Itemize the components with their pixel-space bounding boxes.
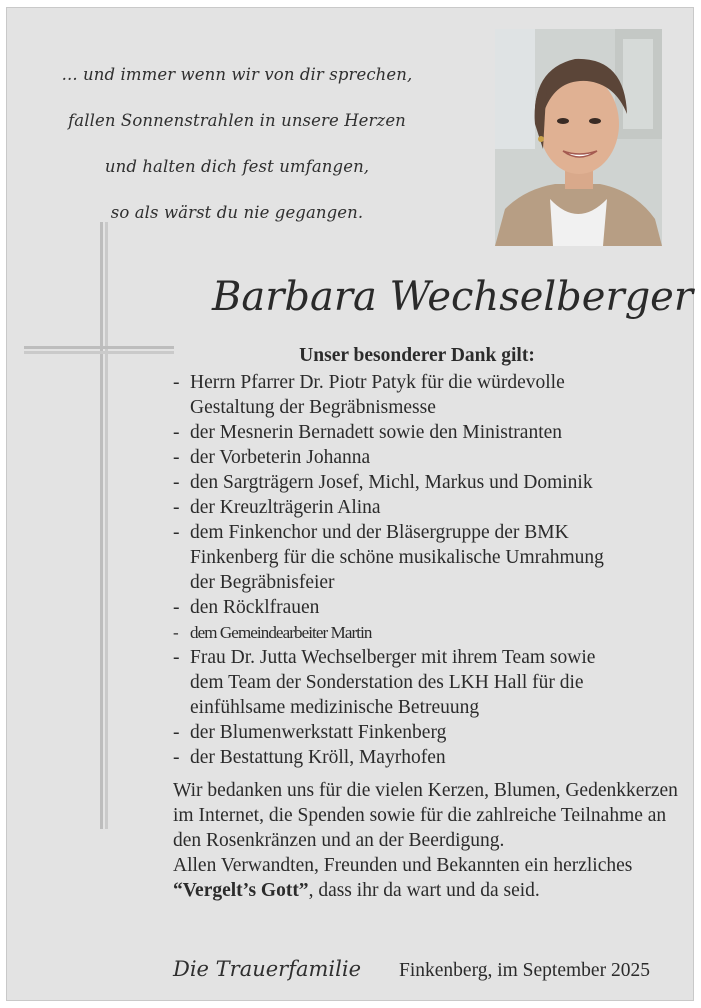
list-item — [173, 595, 683, 620]
cross-horizontal-line — [24, 351, 174, 354]
list-dash: - — [173, 522, 180, 543]
list-item — [173, 420, 683, 445]
poem — [37, 52, 437, 236]
thanks-heading: Unser besonderer Dank gilt: — [299, 345, 535, 366]
obituary-card — [6, 7, 694, 1001]
cross-vertical-line — [105, 222, 108, 829]
list-item — [173, 745, 683, 770]
closing-greeting — [173, 853, 688, 903]
cross-vertical-line — [100, 222, 103, 829]
poem-line: und halten dich fest umfangen, — [104, 157, 370, 176]
list-item — [173, 495, 683, 520]
list-dash: - — [173, 472, 180, 493]
list-dash: - — [173, 597, 180, 618]
list-item — [173, 520, 683, 595]
list-item-text: dem Finkenchor und der Bläsergruppe der BMK Finkenberg für die schöne musikalische Umrahmung der Begräbnisfeier — [190, 522, 604, 593]
list-item-text: der Blumenwerkstatt Finkenberg — [190, 722, 447, 743]
list-dash: - — [173, 372, 180, 393]
list-item-text: den Röcklfrauen — [190, 597, 320, 618]
list-item-text: Herrn Pfarrer Dr. Piotr Patyk für die würdevolle Gestaltung der Begräbnismesse — [190, 372, 565, 418]
poem-line: fallen Sonnenstrahlen in unsere Herzen — [68, 111, 406, 130]
list-item — [173, 620, 683, 645]
closing-paragraph: Wir bedanken uns für die vielen Kerzen, Blumen, Gedenkkerzen im Internet, die Spenden sowie für die zahlreiche Teilnahme an den Rosenkränzen und an der Beerdigung. — [173, 780, 678, 851]
list-dash: - — [173, 647, 180, 668]
list-dash: - — [173, 747, 180, 768]
list-dash: - — [173, 497, 180, 518]
list-item-text: der Mesnerin Bernadett sowie den Ministranten — [190, 422, 563, 443]
list-item-text: der Kreuzlträgerin Alina — [190, 497, 381, 518]
poem-line: ... und immer wenn wir von dir sprechen, — [61, 65, 413, 84]
thanks-list — [173, 370, 683, 770]
closing-greeting-start: Allen Verwandten, Freunden und Bekannten ein herzliches — [173, 855, 633, 876]
list-item — [173, 445, 683, 470]
list-item-text: der Vorbeterin Johanna — [190, 447, 371, 468]
list-item-text: den Sargträgern Josef, Michl, Markus und Dominik — [190, 472, 593, 493]
list-item — [173, 470, 683, 495]
cross-horizontal-line — [24, 346, 174, 349]
portrait-photo-icon — [495, 29, 662, 246]
list-item-text: dem Gemeindearbeiter Martin — [190, 623, 372, 642]
closing-text — [173, 778, 688, 903]
list-item-text: der Bestattung Kröll, Mayrhofen — [190, 747, 446, 768]
closing-greeting-end: , dass ihr da wart und da seid. — [308, 880, 540, 901]
list-dash: - — [173, 722, 180, 743]
list-item-text: Frau Dr. Jutta Wechselberger mit ihrem Team sowie dem Team der Sonderstation des LKH Hall für die einfühlsame medizinische Betreuung — [190, 647, 596, 718]
signature: Die Trauerfamilie — [173, 957, 361, 981]
portrait-photo — [495, 29, 662, 246]
list-dash: - — [173, 623, 178, 642]
list-item — [173, 645, 683, 720]
list-item — [173, 370, 683, 420]
deceased-name: Barbara Wechselberger — [212, 274, 693, 320]
poem-line: so als wärst du nie gegangen. — [110, 203, 364, 222]
list-dash: - — [173, 422, 180, 443]
list-dash: - — [173, 447, 180, 468]
place-date: Finkenberg, im September 2025 — [399, 960, 650, 981]
list-item — [173, 720, 683, 745]
closing-quote: “Vergelt’s Gott” — [173, 880, 309, 901]
